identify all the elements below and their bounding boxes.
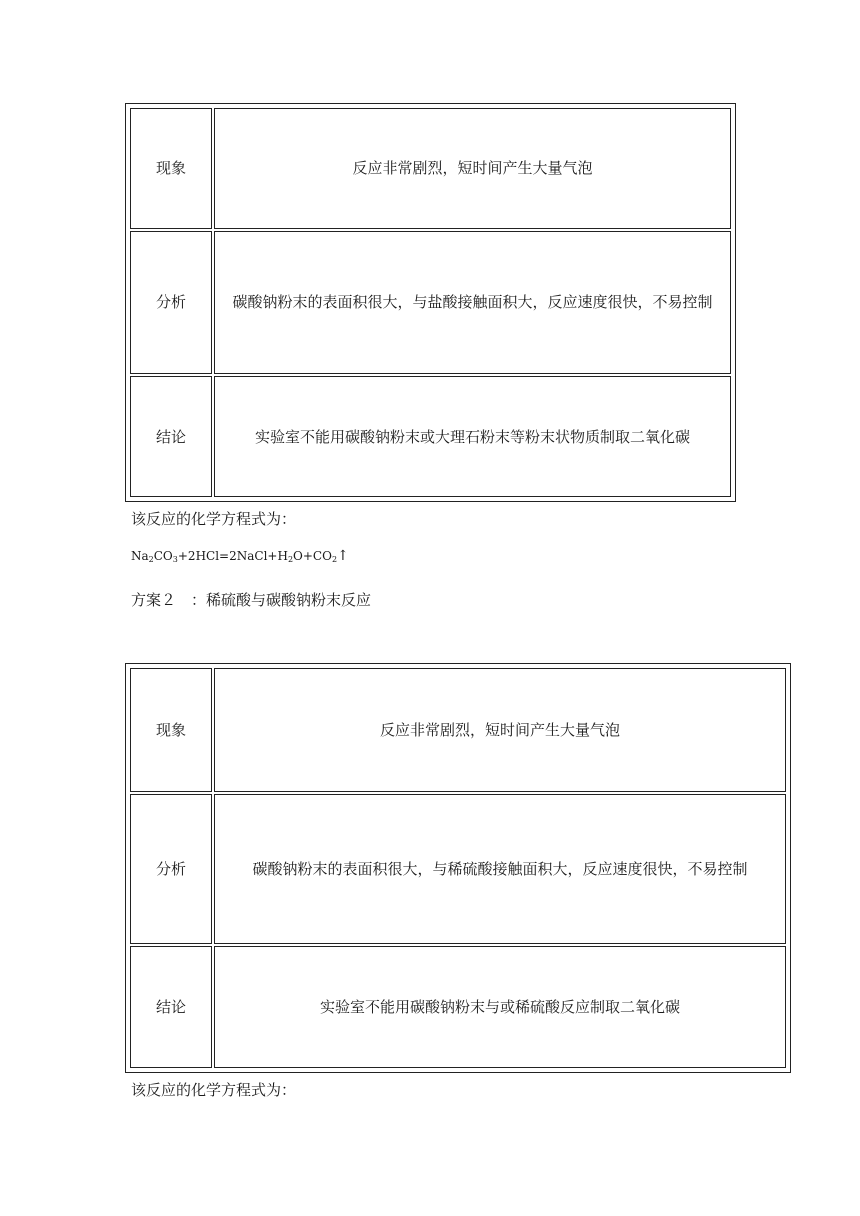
row-content-phenomenon: 反应非常剧烈，短时间产生大量气泡: [214, 108, 731, 229]
table-row: [130, 794, 786, 945]
row-label-conclusion: 结论: [130, 946, 212, 1068]
row-label-phenomenon: 现象: [130, 668, 212, 792]
eq-subscript: 3: [172, 555, 178, 564]
row-content-analysis: 碳酸钠粉末的表面积很大，与盐酸接触面积大，反应速度很快，不易控制: [214, 231, 731, 375]
table-row: [130, 108, 731, 229]
eq-text: Na: [131, 549, 149, 563]
row-label-conclusion: 结论: [130, 376, 212, 497]
row-content-phenomenon: 反应非常剧烈，短时间产生大量气泡: [214, 668, 786, 792]
eq-subscript: 2: [287, 555, 294, 564]
eq-subscript: 2: [331, 555, 338, 564]
row-label-analysis: 分析: [130, 794, 212, 945]
chemical-equation-1: [131, 548, 349, 564]
table-row: [130, 231, 731, 375]
eq-text: +2HCl=2NaCl+H: [177, 549, 288, 563]
table-row: [130, 376, 731, 497]
eq-text: O+CO: [293, 549, 332, 563]
row-content-analysis: 碳酸钠粉末的表面积很大，与稀硫酸接触面积大，反应速度很快，不易控制: [214, 794, 786, 945]
gas-arrow-icon: ↑: [337, 548, 349, 564]
equation-intro-1: 该反应的化学方程式为：: [131, 510, 297, 528]
experiment-table-1: [125, 103, 736, 502]
equation-intro-2: 该反应的化学方程式为：: [131, 1081, 297, 1099]
table-row: [130, 668, 786, 792]
table-row: [130, 946, 786, 1068]
eq-subscript: 2: [148, 555, 154, 564]
row-label-analysis: 分析: [130, 231, 212, 375]
row-content-conclusion: 实验室不能用碳酸钠粉末或大理石粉末等粉末状物质制取二氧化碳: [214, 376, 731, 497]
row-label-phenomenon: 现象: [130, 108, 212, 229]
experiment-table-2: [125, 663, 791, 1073]
row-content-conclusion: 实验室不能用碳酸钠粉末与或稀硫酸反应制取二氧化碳: [214, 946, 786, 1068]
plan-2-title: 方案２ ：稀硫酸与碳酸钠粉末反应: [131, 591, 372, 609]
eq-text: CO: [153, 549, 173, 563]
